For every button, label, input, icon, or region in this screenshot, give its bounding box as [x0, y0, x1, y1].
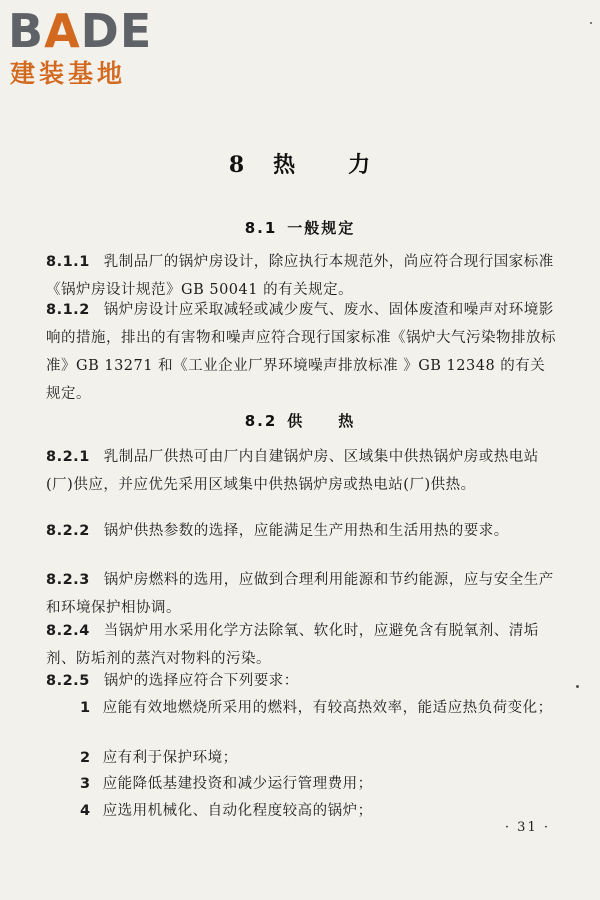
chapter-heading — [0, 148, 600, 179]
chapter-number: 8 — [228, 152, 246, 178]
item-text: 应选用机械化、自动化程度较高的锅炉； — [102, 803, 373, 819]
list-item-4 — [46, 797, 556, 825]
chapter-title-part2: 力 — [348, 152, 372, 178]
section-title: 供 热 — [287, 412, 356, 430]
logo-wordmark: BADE — [8, 4, 153, 58]
section-number: 8.1 — [244, 219, 278, 237]
list-item-2 — [46, 744, 556, 772]
scan-speck — [576, 685, 579, 688]
clause-number: 8.2.4 — [46, 623, 90, 639]
list-item-1 — [46, 694, 556, 722]
page-number: · 31 · — [504, 820, 550, 835]
item-text: 应能有效地燃烧所采用的燃料，有较高热效率，能适应热负荷变化； — [102, 700, 553, 716]
logo-subtitle: 建装基地 — [10, 59, 127, 88]
list-item-3 — [46, 770, 556, 798]
item-number: 2 — [80, 750, 91, 766]
clause-number: 8.2.1 — [46, 449, 90, 465]
clause-text: 当锅炉用水采用化学方法除氧、软化时，应避免含有脱氧剂、清垢剂、防垢剂的蒸汽对物料的污染。 — [46, 623, 539, 667]
clause-number: 8.2.2 — [46, 523, 90, 539]
clause-8-2-5 — [46, 667, 556, 695]
item-text: 应能降低基建投资和减少运行管理费用； — [102, 776, 373, 792]
scan-speck — [590, 22, 592, 24]
section-heading-8-1 — [0, 217, 600, 238]
clause-text: 乳制品厂供热可由厂内自建锅炉房、区域集中供热锅炉房或热电站(厂)供应，并应优先采用区域集中供热锅炉房或热电站(厂)供热。 — [46, 449, 539, 493]
bade-logo — [8, 6, 178, 88]
item-number: 4 — [80, 803, 91, 819]
section-heading-8-2 — [0, 410, 600, 431]
clause-number: 8.2.3 — [46, 572, 90, 588]
chapter-title-part1: 热 — [273, 152, 297, 178]
clause-8-1-2 — [46, 296, 556, 408]
item-number: 3 — [80, 776, 91, 792]
clause-number: 8.1.1 — [46, 254, 90, 270]
clause-8-2-3 — [46, 566, 556, 622]
clause-text: 锅炉的选择应符合下列要求： — [103, 673, 299, 689]
clause-8-2-1 — [46, 443, 556, 499]
item-number: 1 — [80, 700, 91, 716]
section-title: 一般规定 — [287, 219, 356, 237]
clause-8-2-4 — [46, 617, 556, 673]
section-number: 8.2 — [244, 412, 278, 430]
clause-8-2-2 — [46, 517, 556, 545]
clause-text: 锅炉供热参数的选择，应能满足生产用热和生活用热的要求。 — [103, 523, 509, 539]
clause-number: 8.1.2 — [46, 302, 90, 318]
item-text: 应有利于保护环境； — [102, 750, 238, 766]
clause-number: 8.2.5 — [46, 673, 90, 689]
clause-text: 锅炉房设计应采取减轻或减少废气、废水、固体废渣和噪声对环境影响的措施，排出的有害物和噪声应符合现行国家标准《锅炉大气污染物排放标准》GB 13271 和《工业企业厂界环境噪声排放标准 》GB 12348 的有关规定。 — [46, 302, 556, 402]
clause-text: 乳制品厂的锅炉房设计，除应执行本规范外，尚应符合现行国家标准《锅炉房设计规范》GB 50041 的有关规定。 — [46, 254, 554, 298]
clause-text: 锅炉房燃料的选用，应做到合理利用能源和节约能源，应与安全生产和环境保护相协调。 — [46, 572, 554, 616]
